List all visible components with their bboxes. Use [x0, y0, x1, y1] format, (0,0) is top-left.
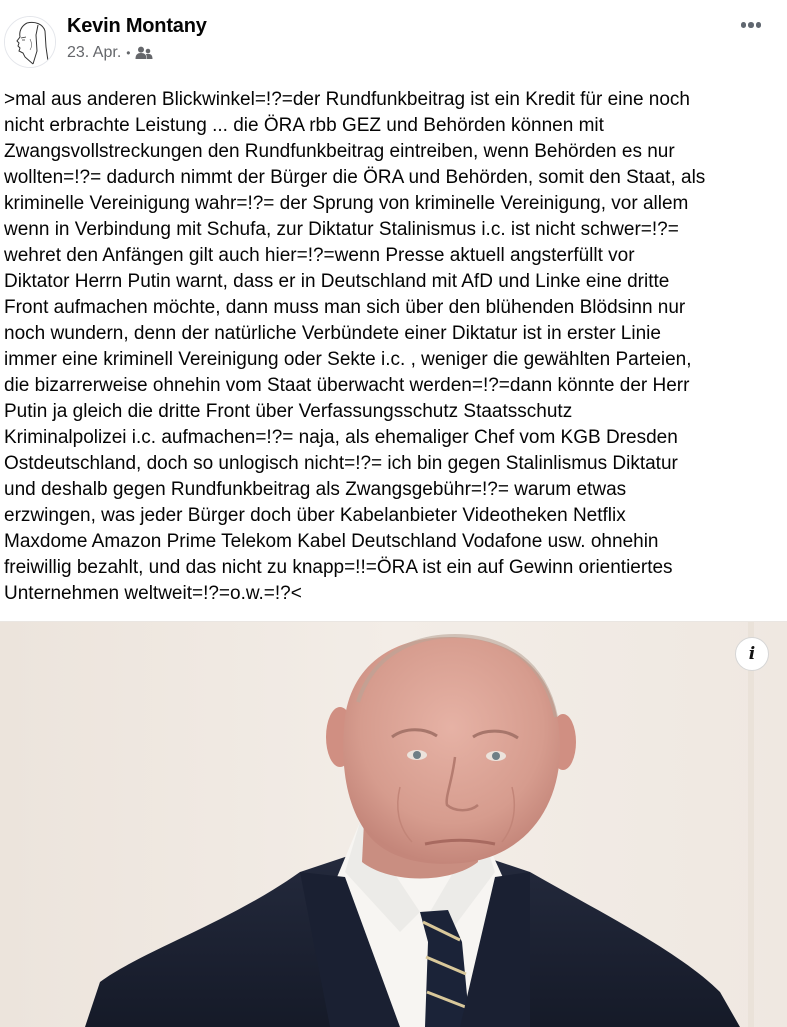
post-text-line: wollten=!?= dadurch nimmt der Bürger die ÖRA und Behörden, somit den Staat, als	[4, 167, 706, 188]
post-meta	[67, 44, 153, 62]
info-icon: i	[748, 644, 756, 664]
post-text-line: Kriminalpolizei i.c. aufmachen=!?= naja, als ehemaliger Chef vom KGB Dresden	[4, 427, 678, 448]
more-options-button[interactable]	[737, 13, 765, 37]
post-text-line: wehret den Anfängen gilt auch hier=!?=wenn Presse aktuell angsterfüllt vor	[4, 245, 635, 266]
post-text-line: noch wundern, denn der natürliche Verbündete einer Diktatur ist in erster Linie	[4, 323, 661, 344]
post-text-line: Maxdome Amazon Prime Telekom Kabel Deutschland Vodafone usw. ohnehin	[4, 531, 659, 552]
post-text-line: Ostdeutschland, doch so unlogisch nicht=!?= ich bin gegen Stalinlismus Diktatur	[4, 453, 678, 474]
portrait-photo	[0, 622, 787, 1027]
post-text-line: Front aufmachen möchte, dann muss man sich über den blühenden Blödsinn nur	[4, 297, 686, 318]
post-text-line: erzwingen, was jeder Bürger doch über Kabelanbieter Videotheken Netflix	[4, 505, 626, 526]
post-text-line: >mal aus anderen Blickwinkel=!?=der Rundfunkbeitrag ist ein Kredit für eine noch	[4, 89, 690, 110]
post-text-line: nicht erbrachte Leistung ... die ÖRA rbb GEZ und Behörden können mit	[4, 115, 604, 136]
post-text-line: und deshalb gegen Rundfunkbeitrag als Zwangsgebühr=!?= warum etwas	[4, 479, 627, 500]
post-text-line: Unternehmen weltweit=!?=o.w.=!?<	[4, 583, 302, 604]
more-horizontal-icon	[740, 22, 763, 28]
sketch-profile-avatar-icon	[5, 17, 55, 67]
friends-icon[interactable]	[135, 46, 153, 60]
meta-separator: •	[126, 45, 131, 60]
post-text-line: Diktator Herrn Putin warnt, dass er in Deutschland mit AfD und Linke eine dritte	[4, 271, 670, 292]
avatar[interactable]	[4, 16, 56, 68]
post-text-line: immer eine kriminell Vereinigung oder Sekte i.c. , weniger die gewählten Parteien,	[4, 349, 692, 370]
post-text-line: Putin ja gleich die dritte Front über Verfassungsschutz Staatsschutz	[4, 401, 573, 422]
post-text-line: wenn in Verbindung mit Schufa, zur Diktatur Stalinismus i.c. ist nicht schwer=!?=	[4, 219, 679, 240]
post-text-line: kriminelle Vereinigung wahr=!?= der Sprung von kriminelle Vereinigung, vor allem	[4, 193, 689, 214]
post-image[interactable]	[0, 621, 787, 1027]
post-header	[0, 0, 787, 80]
post-text-line: freiwillig bezahlt, und das nicht zu knapp=!!=ÖRA ist ein auf Gewinn orientiertes	[4, 557, 673, 578]
author-name[interactable]: Kevin Montany	[67, 15, 207, 37]
post-text-line: Zwangsvollstreckungen den Rundfunkbeitrag eintreiben, wenn Behörden es nur	[4, 141, 675, 162]
post-date[interactable]: 23. Apr.	[67, 44, 122, 61]
post-text-line: die bizarrerweise ohnehin vom Staat überwacht werden=!?=dann könnte der Herr	[4, 375, 690, 396]
post-text	[4, 87, 786, 607]
info-button[interactable]	[735, 637, 769, 671]
